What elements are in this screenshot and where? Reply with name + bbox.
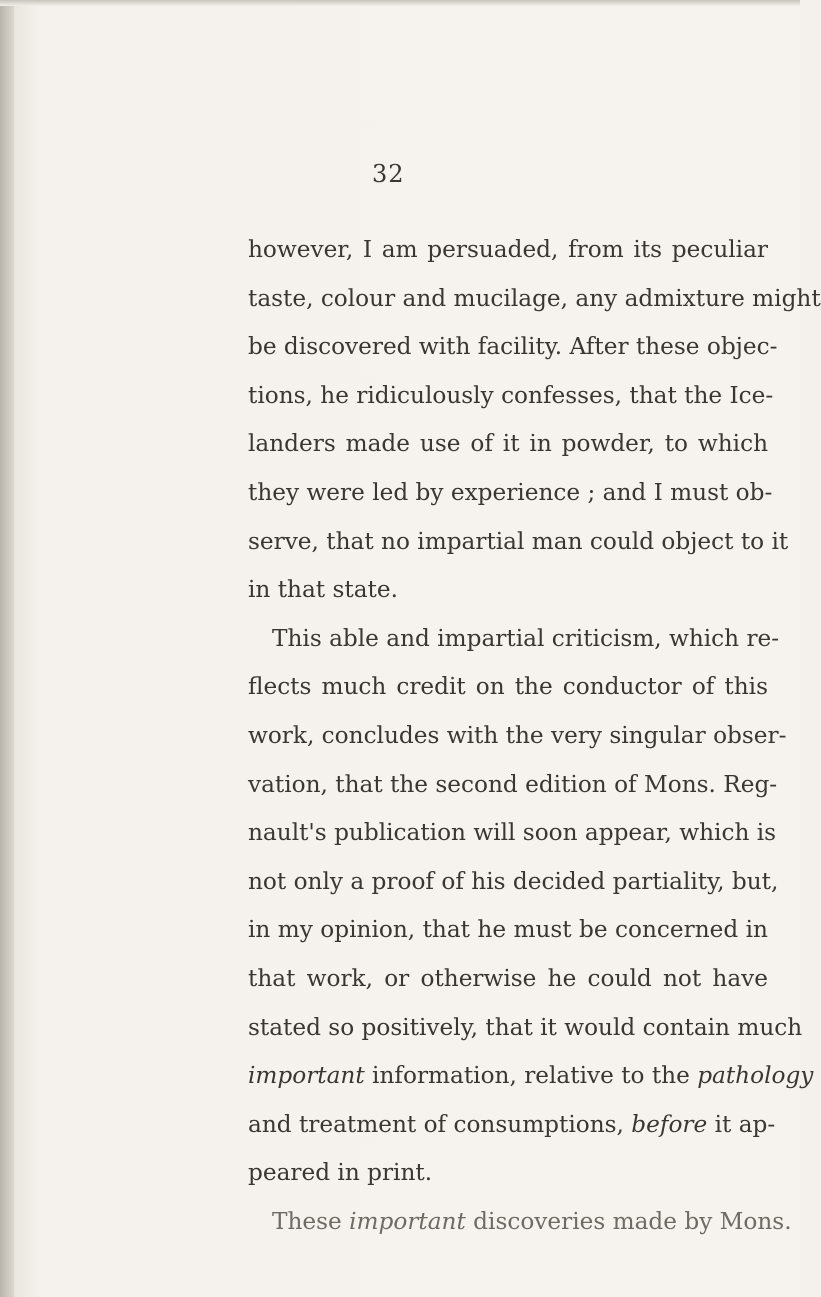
text-line [248,906,768,955]
italic-text: important [248,1062,365,1090]
line-text: taste, colour and mucilage, any admixture might [248,284,821,312]
line-text: work, concludes with the very singular obser- [248,721,787,749]
line-text: stated so positively, that it would contain much [248,1013,803,1041]
line-text: These [272,1207,350,1235]
text-line [248,712,787,761]
text-line [248,566,768,615]
line-text: tions, he ridiculously confesses, that the Ice- [248,381,774,409]
text-line [248,518,789,567]
line-text: discoveries made by Mons. [465,1207,792,1235]
line-text: vation, that the second edition of Mons. Reg- [248,770,778,798]
line-text: in my opinion, that he must be concerned in [248,916,768,944]
text-line [248,1004,803,1053]
text-line [248,858,779,907]
line-text: however, I am persuaded, from its peculiar [248,236,768,263]
text-line [248,469,773,518]
text-line [248,761,778,810]
text-line [248,955,768,1004]
text-line [248,1052,814,1101]
line-text: This able and impartial criticism, which re- [272,624,780,652]
text-line [248,1101,776,1150]
text-line [248,663,768,712]
text-line [248,372,774,421]
line-text: serve, that no impartial man could object to it [248,527,789,555]
text-line [248,420,768,469]
page-top-edge [0,0,800,6]
italic-text: before [631,1110,708,1138]
page-number: 32 [372,160,405,188]
line-text: in that state. [248,576,398,604]
italic-text: pathology [697,1062,814,1090]
text-line [248,615,780,664]
text-line [248,275,821,324]
page-binding-edge [0,0,14,1297]
line-text: it ap- [707,1110,776,1138]
text-line [248,323,778,372]
line-text: that work, or otherwise he could not have [248,964,768,992]
line-text: landers made use of it in powder, to which [248,430,768,458]
line-text: be discovered with facility. After these objec- [248,333,778,361]
line-text: information, relative to the [364,1062,698,1090]
line-text: nault's publication will soon appear, which is [248,819,777,847]
line-text: they were led by experience ; and I must ob- [248,478,773,506]
text-line [248,1198,792,1247]
line-text: flects much credit on the conductor of this [248,673,768,701]
text-line [248,1149,768,1198]
text-line [248,809,777,858]
line-text: peared in print. [248,1159,433,1187]
line-text: and treatment of consumptions, [248,1110,632,1138]
text-line [248,226,768,275]
body-text [248,226,821,1246]
line-text: not only a proof of his decided partiality, but, [248,867,779,895]
italic-text: important [349,1207,466,1235]
